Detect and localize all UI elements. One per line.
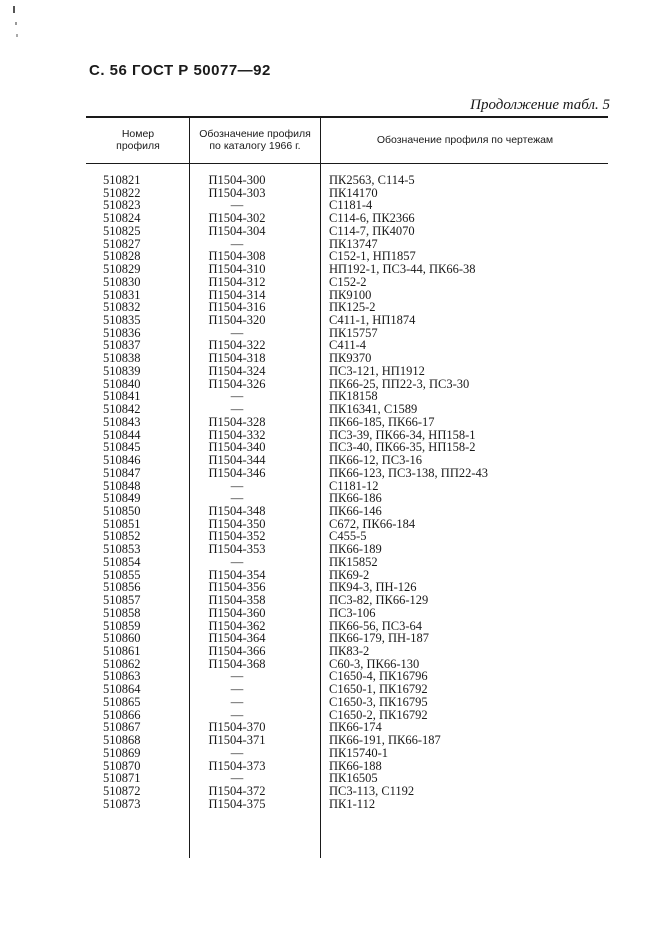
table-row: [0, 734, 661, 747]
table-row: [0, 543, 661, 556]
table-row: [0, 556, 661, 569]
drawing-designation-cell: ПК66-146: [329, 503, 382, 518]
column-divider: [189, 117, 190, 163]
profile-number-cell: 510847: [103, 465, 141, 480]
catalog-designation-cell: П1504-304: [208, 223, 266, 238]
profile-number-cell: 510854: [103, 554, 141, 569]
profile-number-cell: 510851: [103, 516, 141, 531]
profile-number-cell: 510822: [103, 185, 141, 200]
drawing-designation-cell: ПК66-123, ПС3-138, ПП22-43: [329, 465, 489, 480]
table-header-rule: [86, 163, 608, 164]
drawing-designation-cell: С411-1, НП1874: [329, 313, 416, 328]
table-row: [0, 314, 661, 327]
drawing-designation-cell: ПК13747: [329, 236, 378, 251]
catalog-designation-cell: П1504-320: [208, 313, 266, 328]
table-row: [0, 403, 661, 416]
profile-number-cell: 510839: [103, 363, 141, 378]
drawing-designation-cell: ПК15757: [329, 325, 378, 340]
drawing-designation-cell: ПК16505: [329, 771, 378, 786]
catalog-designation-cell: П1504-350: [208, 516, 266, 531]
catalog-designation-cell: П1504-371: [208, 733, 266, 748]
table-row: [0, 174, 661, 187]
catalog-designation-cell: П1504-370: [208, 720, 266, 735]
catalog-designation-cell: —: [230, 478, 244, 493]
drawing-designation-cell: С1650-2, ПК16792: [329, 707, 428, 722]
scan-mark: [16, 34, 18, 37]
drawing-designation-cell: ПК66-185, ПК66-17: [329, 414, 435, 429]
drawing-designation-cell: ПК66-191, ПК66-187: [329, 733, 441, 748]
catalog-designation-cell: —: [230, 745, 244, 760]
drawing-designation-cell: ПК66-56, ПС3-64: [329, 618, 423, 633]
profile-number-cell: 510873: [103, 796, 141, 811]
catalog-designation-cell: П1504-326: [208, 376, 266, 391]
profile-number-cell: 510861: [103, 644, 141, 658]
drawing-designation-cell: С1650-3, ПК16795: [329, 694, 428, 709]
catalog-designation-cell: —: [230, 402, 244, 417]
drawing-designation-cell: ПС3-113, С1192: [329, 784, 415, 799]
catalog-designation-cell: П1504-340: [208, 440, 266, 455]
profile-number-cell: 510823: [103, 198, 141, 213]
table-row: [0, 276, 661, 289]
drawing-designation-cell: ПС3-39, ПК66-34, НП158-1: [329, 427, 476, 442]
column-header-drawing-designation: Обозначение профиля по чертежам: [376, 134, 554, 146]
catalog-designation-cell: —: [230, 491, 244, 506]
profile-number-cell: 510842: [103, 402, 141, 417]
catalog-designation-cell: П1504-354: [208, 567, 266, 582]
catalog-designation-cell: П1504-346: [208, 465, 266, 480]
profile-number-cell: 510865: [103, 694, 141, 709]
profile-number-cell: 510855: [103, 567, 141, 582]
catalog-designation-cell: П1504-312: [208, 274, 266, 289]
drawing-designation-cell: С114-7, ПК4070: [329, 223, 415, 238]
table-row: [0, 352, 661, 365]
catalog-designation-cell: —: [230, 694, 244, 709]
profile-number-cell: 510845: [103, 440, 141, 455]
catalog-designation-cell: П1504-322: [208, 338, 266, 353]
catalog-designation-cell: П1504-348: [208, 503, 266, 518]
drawing-designation-cell: С1181-12: [329, 478, 379, 493]
table-row: [0, 747, 661, 760]
drawing-designation-cell: ПК66-12, ПС3-16: [329, 453, 423, 468]
catalog-designation-cell: П1504-302: [208, 211, 266, 226]
drawing-designation-cell: С1181-4: [329, 198, 373, 213]
drawing-designation-cell: ПК66-189: [329, 542, 382, 557]
drawing-designation-cell: ПК16341, С1589: [329, 402, 418, 417]
drawing-designation-cell: ПК66-179, ПН-187: [329, 631, 429, 646]
profile-number-cell: 510840: [103, 376, 141, 391]
drawing-designation-cell: С672, ПК66-184: [329, 516, 416, 531]
profile-number-cell: 510846: [103, 453, 141, 468]
catalog-designation-cell: П1504-360: [208, 605, 266, 620]
catalog-designation-cell: П1504-300: [208, 173, 266, 187]
profile-number-cell: 510852: [103, 529, 141, 544]
catalog-designation-cell: П1504-373: [208, 758, 266, 773]
profile-number-cell: 510856: [103, 580, 141, 595]
table-row: [0, 645, 661, 658]
profile-number-cell: 510830: [103, 274, 141, 289]
column-header-catalog-1966: Обозначение профиля по каталогу 1966 г.: [199, 128, 311, 152]
drawing-designation-cell: С411-4: [329, 338, 367, 353]
table-row: [0, 696, 661, 709]
table-row: [0, 594, 661, 607]
profile-number-cell: 510870: [103, 758, 141, 773]
profile-number-cell: 510838: [103, 351, 141, 366]
drawing-designation-cell: С1650-1, ПК16792: [329, 682, 428, 697]
catalog-designation-cell: —: [230, 236, 244, 251]
catalog-designation-cell: —: [230, 554, 244, 569]
profile-number-cell: 510859: [103, 618, 141, 633]
scan-mark: [15, 22, 17, 25]
profile-number-cell: 510871: [103, 771, 141, 786]
profile-number-cell: 510831: [103, 287, 141, 302]
drawing-designation-cell: ПК9370: [329, 351, 372, 366]
catalog-designation-cell: —: [230, 682, 244, 697]
catalog-designation-cell: П1504-316: [208, 300, 266, 315]
profile-number-cell: 510853: [103, 542, 141, 557]
catalog-designation-cell: П1504-368: [208, 656, 266, 671]
drawing-designation-cell: ПС3-121, НП1912: [329, 363, 425, 378]
catalog-designation-cell: П1504-332: [208, 427, 266, 442]
catalog-designation-cell: П1504-358: [208, 593, 266, 608]
catalog-designation-cell: —: [230, 771, 244, 786]
drawing-designation-cell: ПК14170: [329, 185, 378, 200]
column-divider: [320, 117, 321, 163]
table-row: [0, 263, 661, 276]
profile-number-cell: 510828: [103, 249, 141, 264]
drawing-designation-cell: ПС3-40, ПК66-35, НП158-2: [329, 440, 476, 455]
drawing-designation-cell: С152-2: [329, 274, 367, 289]
drawing-designation-cell: ПК66-25, ПП22-3, ПС3-30: [329, 376, 470, 391]
drawing-designation-cell: ПК66-174: [329, 720, 382, 735]
drawing-designation-cell: С152-1, НП1857: [329, 249, 416, 264]
profile-number-cell: 510850: [103, 503, 141, 518]
catalog-designation-cell: —: [230, 707, 244, 722]
drawing-designation-cell: ПК15740-1: [329, 745, 389, 760]
profile-number-cell: 510872: [103, 784, 141, 799]
page-header: С. 56 ГОСТ Р 50077—92: [89, 62, 271, 79]
profile-number-cell: 510849: [103, 491, 141, 506]
catalog-designation-cell: —: [230, 198, 244, 213]
catalog-designation-cell: П1504-352: [208, 529, 266, 544]
profile-number-cell: 510829: [103, 262, 141, 277]
drawing-designation-cell: ПК125-2: [329, 300, 376, 315]
table-row: [0, 212, 661, 225]
drawing-designation-cell: ПК69-2: [329, 567, 370, 582]
profile-number-cell: 510866: [103, 707, 141, 722]
drawing-designation-cell: ПС3-106: [329, 605, 376, 620]
drawing-designation-cell: С114-6, ПК2366: [329, 211, 415, 226]
catalog-designation-cell: П1504-318: [208, 351, 266, 366]
profile-number-cell: 510844: [103, 427, 141, 442]
table-top-rule: [86, 116, 608, 118]
profile-number-cell: 510827: [103, 236, 141, 251]
catalog-designation-cell: П1504-303: [208, 185, 266, 200]
drawing-designation-cell: ПК94-3, ПН-126: [329, 580, 417, 595]
drawing-designation-cell: ПК1-112: [329, 796, 376, 811]
table-row: [0, 365, 661, 378]
profile-number-cell: 510858: [103, 605, 141, 620]
profile-number-cell: 510843: [103, 414, 141, 429]
profile-number-cell: 510837: [103, 338, 141, 353]
catalog-designation-cell: П1504-344: [208, 453, 266, 468]
drawing-designation-cell: С60-3, ПК66-130: [329, 656, 420, 671]
table-row: [0, 416, 661, 429]
catalog-designation-cell: —: [230, 669, 244, 684]
drawing-designation-cell: ПК15852: [329, 554, 378, 569]
profile-number-cell: 510863: [103, 669, 141, 684]
catalog-designation-cell: П1504-314: [208, 287, 266, 302]
drawing-designation-cell: ПС3-82, ПК66-129: [329, 593, 429, 608]
profile-number-cell: 510835: [103, 313, 141, 328]
profile-number-cell: 510825: [103, 223, 141, 238]
catalog-designation-cell: П1504-362: [208, 618, 266, 633]
profile-number-cell: 510868: [103, 733, 141, 748]
drawing-designation-cell: С1650-4, ПК16796: [329, 669, 428, 684]
catalog-designation-cell: —: [230, 389, 244, 404]
catalog-designation-cell: П1504-372: [208, 784, 266, 799]
drawing-designation-cell: С455-5: [329, 529, 367, 544]
drawing-designation-cell: ПК9100: [329, 287, 372, 302]
catalog-designation-cell: П1504-308: [208, 249, 266, 264]
catalog-designation-cell: П1504-364: [208, 631, 266, 646]
profile-number-cell: 510832: [103, 300, 141, 315]
profile-number-cell: 510821: [103, 173, 141, 187]
table-continuation-label: Продолжение табл. 5: [470, 97, 610, 113]
table-row: [0, 798, 661, 811]
profile-number-cell: 510841: [103, 389, 141, 404]
column-header-profile-number: Номер профиля: [116, 128, 160, 152]
profile-number-cell: 510836: [103, 325, 141, 340]
profile-number-cell: 510860: [103, 631, 141, 646]
table-row: [0, 683, 661, 696]
profile-number-cell: 510862: [103, 656, 141, 671]
catalog-designation-cell: П1504-324: [208, 363, 266, 378]
catalog-designation-cell: П1504-310: [208, 262, 266, 277]
profile-number-cell: 510864: [103, 682, 141, 697]
profile-number-cell: 510848: [103, 478, 141, 493]
catalog-designation-cell: П1504-375: [208, 796, 266, 811]
catalog-designation-cell: П1504-328: [208, 414, 266, 429]
drawing-designation-cell: ПК18158: [329, 389, 378, 404]
table-row: [0, 467, 661, 480]
drawing-designation-cell: ПК83-2: [329, 644, 370, 658]
table-row: [0, 785, 661, 798]
profile-number-cell: 510867: [103, 720, 141, 735]
table-row: [0, 607, 661, 620]
table-row: [0, 505, 661, 518]
drawing-designation-cell: НП192-1, ПС3-44, ПК66-38: [329, 262, 476, 277]
drawing-designation-cell: ПК66-188: [329, 758, 382, 773]
profile-number-cell: 510857: [103, 593, 141, 608]
scan-mark: [13, 6, 15, 13]
profile-number-cell: 510824: [103, 211, 141, 226]
catalog-designation-cell: П1504-353: [208, 542, 266, 557]
drawing-designation-cell: ПК66-186: [329, 491, 382, 506]
drawing-designation-cell: ПК2563, С114-5: [329, 173, 415, 187]
profile-number-cell: 510869: [103, 745, 141, 760]
table-row: [0, 225, 661, 238]
catalog-designation-cell: П1504-356: [208, 580, 266, 595]
catalog-designation-cell: —: [230, 325, 244, 340]
table-row: [0, 454, 661, 467]
catalog-designation-cell: П1504-366: [208, 644, 266, 658]
